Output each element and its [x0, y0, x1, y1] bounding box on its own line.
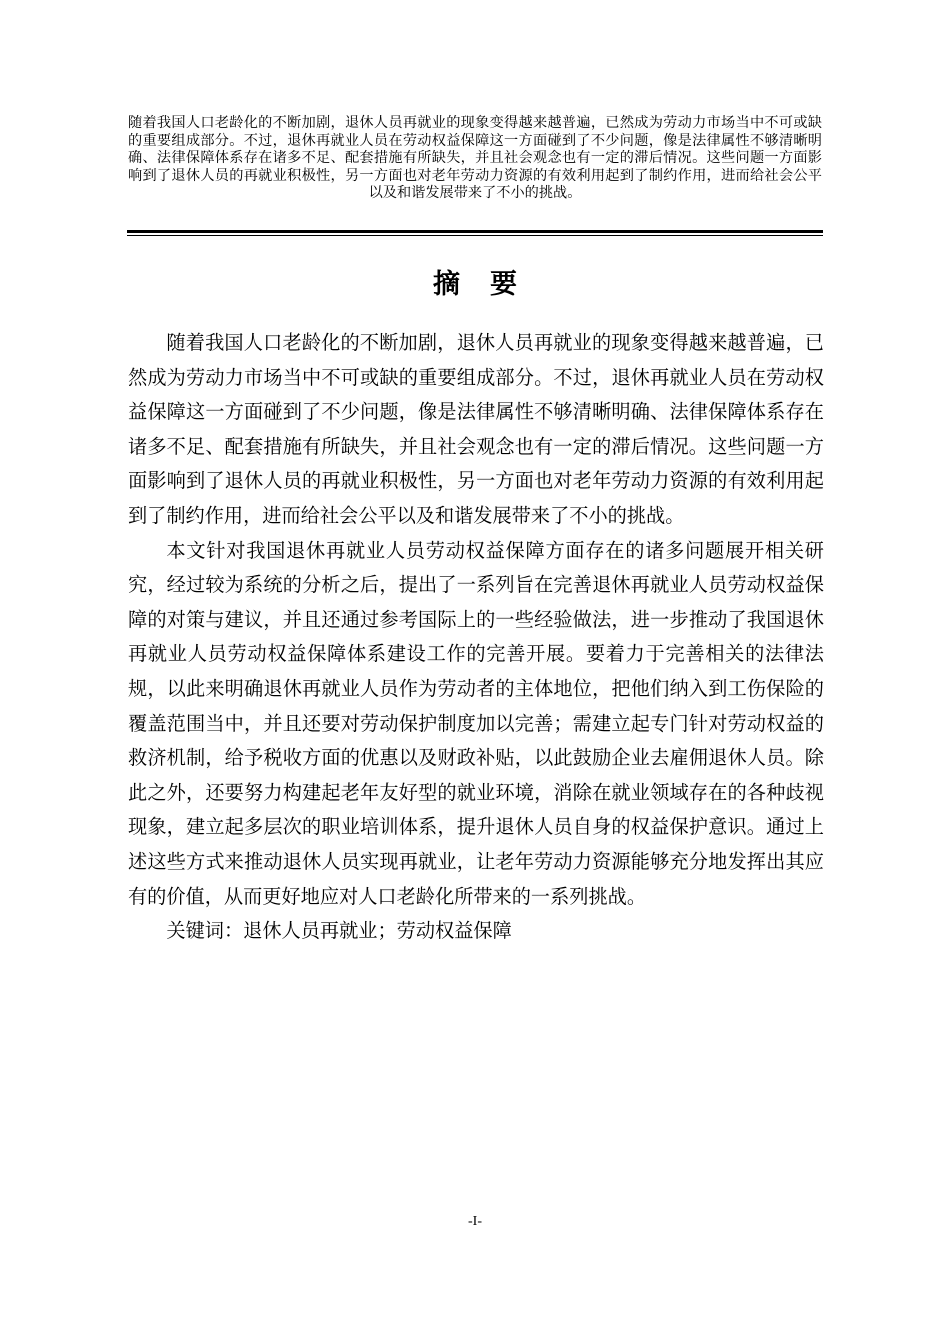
keywords: 关键词：退休人员再就业；劳动权益保障 [166, 919, 512, 943]
abstract-body [128, 326, 824, 949]
page-number: -I- [468, 1214, 482, 1229]
abstract-paragraph-1: 随着我国人口老龄化的不断加剧，退休人员再就业的现象变得越来越普遍，已然成为劳动力市场当中不可或缺的重要组成部分。不过，退休再就业人员在劳动权益保障这一方面碰到了不少问题，像是法律属性不够清晰明确、法律保障体系存在诸多不足、配套措施有所缺失，并且社会观念也有一定的滞后情况。这些问题一方面影响到了退休人员的再就业积极性，另一方面也对老年劳动力资源的有效利用起到了制约作用，进而给社会公平以及和谐发展带来了不小的挑战。 [128, 331, 824, 527]
abstract-paragraph-2: 本文针对我国退休再就业人员劳动权益保障方面存在的诸多问题展开相关研究，经过较为系统的分析之后，提出了一系列旨在完善退休再就业人员劳动权益保障的对策与建议，并且还通过参考国际上的一些经验做法，进一步推动了我国退休再就业人员劳动权益保障体系建设工作的完善开展。要着力于完善相关的法律法规，以此来明确退休再就业人员作为劳动者的主体地位，把他们纳入到工伤保险的覆盖范围当中，并且还要对劳动保护制度加以完善；需建立起专门针对劳动权益的救济机制，给予税收方面的优惠以及财政补贴，以此鼓励企业去雇佣退休人员。除此之外，还要努力构建起老年友好型的就业环境，消除在就业领域存在的各种歧视现象，建立起多层次的职业培训体系，提升退休人员自身的权益保护意识。通过上述这些方式来推动退休人员实现再就业，让老年劳动力资源能够充分地发挥出其应有的价值，从而更好地应对人口老龄化所带来的一系列挑战。 [128, 538, 824, 908]
header-rule-thin [127, 235, 823, 236]
header-rule-thick [127, 230, 823, 233]
running-header: 随着我国人口老龄化的不断加剧，退休人员再就业的现象变得越来越普遍，已然成为劳动力市场当中不可或缺的重要组成部分。不过，退休再就业人员在劳动权益保障这一方面碰到了不少问题，像是法律属性不够清晰明确、法律保障体系存在诸多不足、配套措施有所缺失，并且社会观念也有一定的滞后情况。这些问题一方面影响到了退休人员的再就业积极性，另一方面也对老年劳动力资源的有效利用起到了制约作用，进而给社会公平以及和谐发展带来了不小的挑战。 [128, 115, 822, 202]
abstract-title: 摘要 [433, 269, 547, 300]
